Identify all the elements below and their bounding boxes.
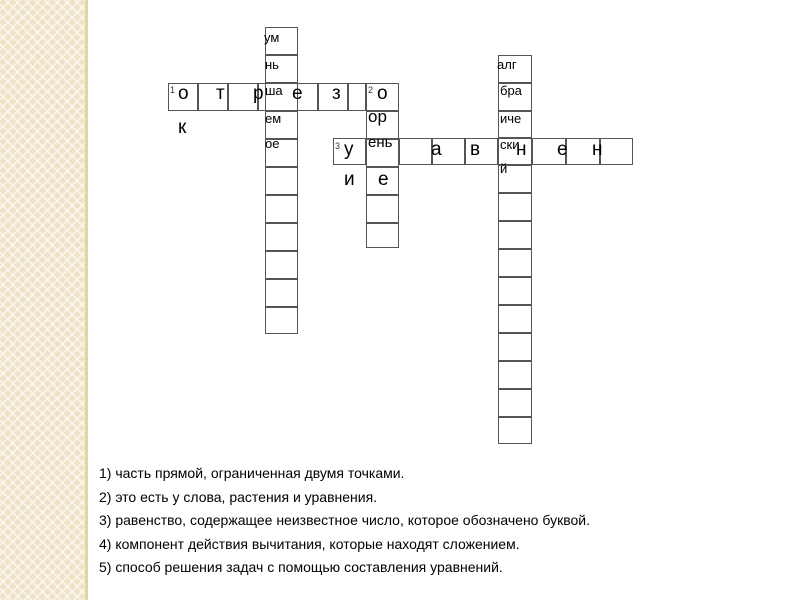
crossword-letter: т [216,83,225,104]
crossword-letter: к [178,117,187,138]
crossword-letter: о [377,83,388,104]
crossword-fragment: й [500,161,508,176]
crossword-fragment: ое [265,136,280,151]
crossword-cell[interactable] [498,333,532,361]
crossword-cell[interactable] [498,361,532,389]
crossword-cell[interactable] [498,221,532,249]
crossword-cell[interactable] [498,389,532,417]
crossword-letter: р [253,83,264,104]
crossword-cell[interactable] [265,251,298,279]
clue-item: 4) компонент действия вычитания, которые находят сложением. [99,535,520,552]
clue-item: 2) это есть у слова, растения и уравнения. [99,488,378,505]
crossword-cell[interactable] [265,223,298,251]
crossword-cell[interactable] [265,195,298,223]
crossword-fragment: ем [265,111,282,126]
cell-number: 1 [170,85,176,95]
crossword-cell[interactable] [265,307,298,334]
clue-item: 3) равенство, содержащее неизвестное число, которое обозначено буквой. [99,512,590,528]
crossword-letter: е [292,83,303,104]
cell-number: 3 [335,141,341,151]
crossword-cell[interactable] [366,195,399,223]
crossword-fragment: алг [497,57,517,72]
crossword-letter: в [470,139,481,160]
crossword-letter: у [344,139,354,160]
crossword-cell[interactable] [600,138,633,165]
cell-number: 2 [368,85,374,95]
clue-list [99,462,590,580]
crossword-letter: е [557,139,568,160]
crossword-fragment: иче [500,111,522,126]
clue-item: 5) способ решения задач с помощью составления уравнений. [99,559,503,575]
crossword-letter: и [344,169,355,190]
crossword-fragment: ски [500,137,520,152]
crossword-fragment: нь [265,57,279,72]
crossword-fragment: ень [368,134,393,151]
crossword-cell[interactable] [348,83,366,111]
crossword-letter: а [431,139,442,160]
crossword-cell[interactable] [498,417,532,444]
decorative-side-strip [0,0,85,600]
decorative-side-line [85,0,88,600]
crossword-letter: е [378,169,389,190]
crossword-letter: о [178,83,189,104]
crossword-cell[interactable] [265,167,298,195]
clue-item: 1) часть прямой, ограниченная двумя точками. [99,465,405,481]
crossword-cell[interactable] [366,223,399,248]
crossword-letter: з [332,83,341,104]
crossword-letter: н [592,139,603,160]
crossword-fragment: ор [368,107,387,126]
crossword-cell[interactable] [265,279,298,307]
crossword-cell[interactable] [498,249,532,277]
crossword-cell[interactable] [498,193,532,221]
crossword-fragment: ша [265,83,283,98]
crossword-cell[interactable] [399,138,432,165]
crossword-cell[interactable] [498,305,532,333]
crossword-fragment: ум [264,30,280,45]
crossword-fragment: бра [500,83,522,98]
crossword-cell[interactable] [498,277,532,305]
crossword-letter: н [516,139,527,160]
